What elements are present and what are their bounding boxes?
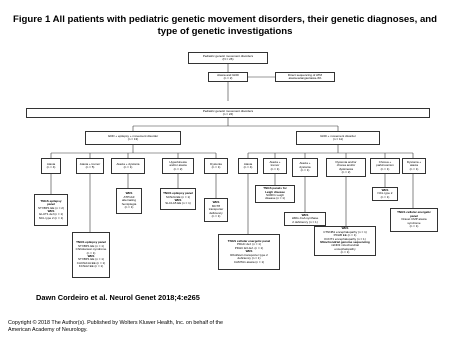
node-tngs-dravet [390, 208, 438, 232]
node-right-dystonia-chorea-count: (n = 2) [341, 169, 351, 174]
node-tngs-cellular-energetic-wes: WES [245, 249, 253, 254]
node-tngs-epilepsy-1 [34, 194, 68, 226]
node-wes-hmg [284, 212, 326, 226]
node-right-chorea-count: (n = 1) [380, 166, 390, 171]
node-wes-ncl-heading: WES [381, 187, 389, 192]
node-right-dystonia-ataxia-count: (n = 1) [409, 166, 419, 171]
node-tngs-dravet-heading-2: panel [410, 213, 418, 218]
copyright-notice [8, 320, 388, 334]
node-right-dystonia-ataxia-sub: ataxia [409, 163, 418, 168]
node-wes-ctnnb1 [314, 226, 376, 256]
node-tngs-epilepsy-2-result-1: STXBP1 EE (n = 1) [78, 243, 104, 248]
node-left-ataxia-dystonia-label: Ataxia + dystonia [116, 161, 140, 166]
node-tngs-epilepsy-2-heading: TNGS epilepsy panel [76, 240, 106, 245]
node-left-ataxia-tremor-count: (n = 5) [85, 165, 95, 169]
node-wes-mct8-line-2: transporter [208, 207, 224, 212]
node-right-dystonia-ataxia-label: Dystonia + [406, 159, 422, 164]
node-tngs-cellular-energetic-result-2: PDHC E3 def. (n = 1) [234, 245, 264, 250]
node-right-dystonia-chorea-line-3: dyskinesia [338, 166, 353, 171]
node-tngs-epilepsy-1-result: STXBP1 EE (n = 2) [38, 205, 64, 210]
node-tngs-epilepsy-2-wes: WES [87, 254, 95, 258]
node-wes-hmg-count: 2 deficiency (n = 1) [292, 219, 318, 224]
node-wes-atp1a3-line-3: hemiplegia [121, 201, 137, 206]
node-wes-hmg-result: HMG-CoA synthase [291, 216, 319, 221]
node-tngs-epilepsy-1-heading: TNGS epilepsy [40, 198, 62, 203]
node-right-ataxia-dystonia-count: (n = 1) [300, 168, 310, 173]
node-left-ataxia-tremor [76, 158, 104, 174]
node-wes-atp1a3-heading: WES [125, 191, 133, 196]
node-gdd-epilepsy-label: GDD + epilepsy + movement disorder [107, 133, 159, 138]
node-left-ataxia-tremor-label: Ataxia + tremor [79, 161, 101, 166]
node-tngs-cellular-energetic-result-3: Riboflavin transporter type 2 [230, 252, 268, 257]
node-wes-ctnnb1-heading: WES [341, 226, 349, 231]
node-tngs-epilepsy-3 [160, 188, 196, 210]
node-gdd-movement [296, 131, 380, 145]
node-ataxia-gdd-count: (n = 2) [223, 76, 233, 80]
figure-title-line-2: type of genetic investigations [157, 26, 293, 37]
node-right-ataxia-tremor-sub: tremor [270, 163, 280, 168]
node-atm [275, 72, 335, 82]
node-root [188, 52, 268, 64]
node-tngs-epilepsy-1-result-3: NCL type 2 (n = 1) [38, 215, 64, 220]
node-right-ataxia-dystonia [292, 158, 318, 177]
node-tngs-cellular-energetic-result-1: PDHC def. (n = 1) [237, 242, 261, 247]
node-tngs-dravet-result-2: syndrome [407, 220, 421, 225]
node-right-ataxia-tremor [263, 158, 287, 174]
node-pgmd24 [26, 108, 430, 118]
node-wes-mct8 [204, 198, 228, 222]
node-tngs-epilepsy-2 [72, 232, 110, 278]
node-wes-ncl [372, 187, 398, 201]
node-tngs-epilepsy-2-result-3: STXBP1 EE (n = 1) [78, 257, 104, 262]
node-tngs-leigh [255, 185, 295, 203]
node-tngs-dravet-result: Dravet CMP ataxia [401, 217, 427, 222]
figure-citation: Dawn Cordeiro et al. Neurol Genet 2018;4:e265 [36, 293, 200, 302]
node-right-ataxia-count: (n = 4) [243, 165, 253, 169]
node-tngs-leigh-result: SURF1 Leigh [265, 193, 284, 197]
node-wes-mct8-gene: MCT8 [211, 203, 221, 208]
node-right-ataxia-tremor-label: Ataxia + [269, 159, 281, 164]
node-atm-line-2: ataxia-telangiectasia-4% [288, 76, 322, 80]
node-right-ataxia-dystonia-sub: dystonia [299, 164, 311, 169]
node-wes-ctnnb1-result-3: KCNT1 encephalopathy (n = 1) [324, 236, 366, 241]
node-right-chorea-sub: parkinsonism [376, 163, 394, 168]
node-tngs-cellular-energetic-result-4: deficiency (n = 1) [237, 256, 261, 261]
node-wes-ctnnb1-mito-count: (n = 1) [340, 250, 350, 255]
node-atm-line-1: Direct sequencing of ATM [287, 72, 323, 77]
node-pgmd24-label: Pediatric genetic movement disorders [202, 108, 254, 113]
node-left-ataxia-dystonia [111, 158, 145, 174]
node-tngs-cellular-energetic-heading: TNGS cellular energetic panel [227, 239, 271, 244]
node-pgmd24-count: (n = 24) [222, 112, 234, 116]
node-wes-ctnnb1-mito-heading: Mitochondrial genome sequencing [320, 240, 370, 244]
node-tngs-epilepsy-2-result-2: Christianson syndrome [75, 247, 107, 252]
node-wes-ctnnb1-result-1: CTNNB1 encephalopathy (n = 1) [323, 229, 367, 234]
node-tngs-epilepsy-2-result-5: KCNA2 EE (n = 1) [78, 264, 104, 269]
node-right-dystonia-chorea [326, 158, 366, 177]
node-tngs-dravet-heading: TNGS cellular energetic [397, 210, 431, 215]
node-tngs-leigh-heading: TNGS panels for [263, 186, 287, 191]
node-right-chorea-label: Chorea + [378, 159, 392, 164]
node-right-ataxia-tremor-count: (n = 1) [270, 166, 280, 171]
node-root-label: Pediatric genetic movement disorders [202, 53, 254, 58]
node-wes-ctnnb1-mito-result: mtND3 mitochondrial [330, 243, 359, 248]
node-left-ataxia-label: Ataxia [46, 161, 56, 166]
node-gdd-movement-label: GDD + movement disorder [320, 133, 356, 138]
node-tngs-epilepsy-3-wes: WES [174, 198, 182, 202]
node-left-ataxia-dystonia-count: (n = 1) [123, 165, 133, 169]
node-left-dystonia [204, 158, 228, 174]
node-right-dystonia-chorea-line-2: chorea and/or [336, 163, 356, 168]
node-right-ataxia-label: Ataxia [243, 161, 253, 166]
node-wes-mct8-count: (n = 1) [211, 214, 221, 219]
node-wes-atp1a3 [116, 188, 142, 214]
node-tngs-cellular-energetic [218, 234, 280, 270]
node-wes-hmg-heading: WES [301, 212, 309, 217]
node-wes-mct8-heading: WES [212, 200, 220, 205]
node-ataxia-gdd [208, 72, 248, 82]
node-gdd-epilepsy-count: (n = 13) [127, 137, 139, 141]
node-tngs-epilepsy-3-result: SCN2A EE (n = 1) [165, 194, 191, 199]
node-left-ataxia [41, 158, 61, 174]
node-left-hyperkinesia-label: Hyperkinesia [169, 159, 187, 164]
node-tngs-leigh-heading-2: Leigh disease [265, 189, 285, 194]
node-gdd-epilepsy [85, 131, 181, 145]
node-tngs-epilepsy-1-heading-2: panel [47, 202, 55, 207]
node-left-dystonia-count: (n = 1) [211, 165, 221, 169]
node-wes-ctnnb1-mito-result-2: encephalopathy [334, 246, 356, 251]
node-tngs-epilepsy-3-heading: TNGS epilepsy panel [163, 191, 193, 196]
node-tngs-epilepsy-2-result-2-count: (n = 1) [86, 250, 96, 255]
node-gdd-movement-count: (n = 11) [332, 137, 344, 141]
node-left-hyperkinesia-count: (n = 2) [173, 166, 183, 171]
node-wes-mct8-line-3: deficiency [209, 210, 223, 215]
node-wes-atp1a3-count: (n = 1) [124, 205, 134, 210]
node-tngs-dravet-count: (n = 1) [409, 224, 419, 229]
node-tngs-cellular-energetic-result-5: CAMTA1 ataxia (n = 1) [233, 259, 265, 264]
node-wes-atp1a3-line-2: alternating [121, 198, 136, 203]
node-tngs-leigh-count: disease (n = 1) [265, 196, 285, 201]
node-right-ataxia-dystonia-label: Ataxia + [299, 161, 311, 166]
node-right-ataxia [238, 158, 258, 174]
node-wes-ncl-count: (n = 1) [380, 194, 390, 199]
node-right-chorea [370, 158, 400, 174]
node-right-dystonia-chorea-line-1: Dystonia and/or [335, 159, 357, 164]
node-left-hyperkinesia [162, 158, 194, 174]
node-left-ataxia-count: (n = 4) [46, 165, 56, 169]
node-left-hyperkinesia-sub: and/or ataxia [169, 163, 187, 168]
node-wes-ncl-result: NCL type 2 [377, 191, 393, 196]
node-right-dystonia-ataxia [402, 158, 426, 174]
figure-title-line-1: Figure 1 All patients with pediatric genetic movement disorders, their genetic diagnoses, and [13, 14, 437, 25]
copyright-line-2: American Academy of Neurology. [8, 327, 88, 333]
node-tngs-epilepsy-2-result-4: CACNA1A EE (n = 1) [76, 260, 106, 265]
node-tngs-epilepsy-1-wes: WES [47, 209, 55, 213]
node-tngs-epilepsy-1-result-2: GLUT1 def (n = 1) [38, 212, 64, 217]
node-ataxia-gdd-label: Ataxia and GDD [217, 72, 239, 77]
copyright-line-1: Copyright © 2018 The Author(s). Published by Wolters Kluwer Health, Inc. on behalf of the [8, 320, 224, 326]
node-left-dystonia-label: Dystonia [210, 161, 222, 166]
node-tngs-epilepsy-3-result-2: SLC1A5 EE (n = 1) [165, 201, 191, 206]
node-root-count: (N = 26) [222, 57, 234, 61]
node-wes-atp1a3-gene: ATP1A3 [123, 194, 135, 199]
node-wes-ctnnb1-result-2: PDHB EE (n = 1) [333, 233, 357, 238]
